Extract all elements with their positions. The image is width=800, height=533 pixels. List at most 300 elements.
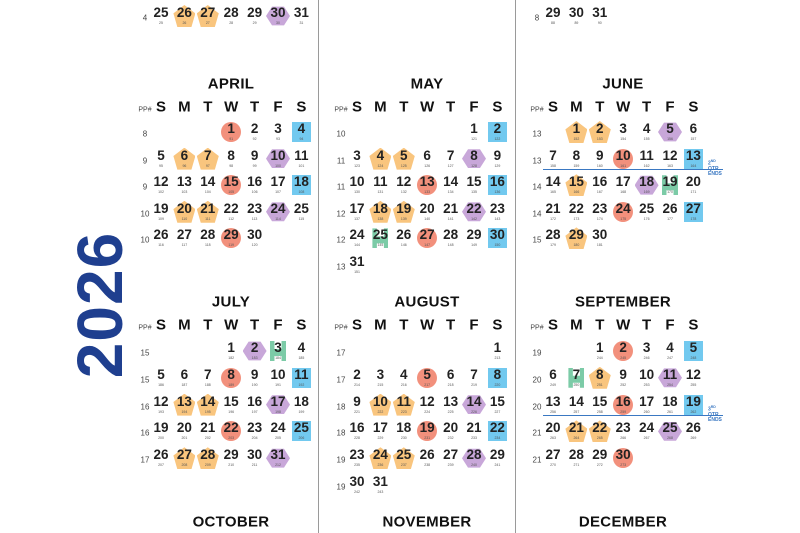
day-cell[interactable] <box>486 201 508 223</box>
day-cell[interactable] <box>346 148 368 170</box>
day-of-year: 271 <box>573 463 580 468</box>
quarter-end-text: 3RD <box>708 404 716 413</box>
day-of-year: 263 <box>550 436 556 441</box>
day-number: 14 <box>200 174 216 190</box>
day-cell[interactable] <box>463 420 485 442</box>
day-of-year: 132 <box>400 190 407 195</box>
weekday-header: M <box>570 316 583 334</box>
day-cell[interactable] <box>589 227 611 249</box>
day-number: 21 <box>568 420 584 436</box>
day-number: 25 <box>372 227 388 243</box>
weekday-header: T <box>595 316 605 334</box>
day-cell[interactable] <box>659 201 681 223</box>
day-cell[interactable] <box>416 227 438 249</box>
day-number: 1 <box>493 340 502 355</box>
day-cell[interactable] <box>197 447 219 469</box>
day-of-year: 96 <box>182 163 187 168</box>
day-number: 14 <box>466 393 482 409</box>
day-cell[interactable] <box>290 174 312 196</box>
day-cell[interactable] <box>173 174 195 196</box>
day-cell[interactable] <box>244 420 266 442</box>
day-cell[interactable] <box>589 174 611 196</box>
day-cell[interactable] <box>565 5 587 27</box>
day-cell[interactable] <box>173 367 195 389</box>
pay-period-number: 4 <box>142 13 148 23</box>
day-cell[interactable] <box>346 420 368 442</box>
day-cell[interactable] <box>220 420 242 442</box>
day-cell[interactable] <box>589 340 611 362</box>
day-cell[interactable] <box>636 148 658 170</box>
day-cell[interactable] <box>267 5 289 27</box>
day-cell[interactable] <box>636 121 658 143</box>
day-cell[interactable] <box>369 227 391 249</box>
day-cell[interactable] <box>244 148 266 170</box>
day-number: 22 <box>489 420 505 436</box>
day-cell[interactable] <box>486 420 508 442</box>
day-number: 6 <box>423 147 431 163</box>
day-cell[interactable] <box>197 5 219 27</box>
weekday-header: W <box>616 316 631 334</box>
weekday-header: S <box>296 98 307 116</box>
day-cell[interactable] <box>565 447 587 469</box>
day-cell[interactable] <box>290 340 312 362</box>
day-cell[interactable] <box>659 174 681 196</box>
day-of-year: 102 <box>158 190 164 195</box>
day-cell[interactable] <box>220 394 242 416</box>
day-cell[interactable] <box>542 174 564 196</box>
day-cell[interactable] <box>589 148 611 170</box>
day-cell[interactable] <box>346 174 368 196</box>
day-of-year: 189 <box>228 382 235 387</box>
day-of-year: 93 <box>276 137 280 141</box>
day-of-year: 235 <box>354 463 360 468</box>
day-cell[interactable] <box>440 367 462 389</box>
quarter-end-note <box>708 159 722 178</box>
day-cell[interactable] <box>369 474 391 496</box>
day-cell[interactable] <box>682 394 704 416</box>
day-cell[interactable] <box>150 367 172 389</box>
day-of-year: 269 <box>690 436 697 441</box>
day-cell[interactable] <box>173 227 195 249</box>
day-cell[interactable] <box>393 201 415 223</box>
day-cell[interactable] <box>197 148 219 170</box>
day-number: 17 <box>270 393 286 409</box>
day-cell[interactable] <box>197 174 219 196</box>
day-of-year: 206 <box>298 436 305 441</box>
pay-period-number: 18 <box>336 402 346 412</box>
day-cell[interactable] <box>542 227 564 249</box>
day-cell[interactable] <box>486 447 508 469</box>
day-cell[interactable] <box>244 5 266 27</box>
pay-period-number: 8 <box>142 129 148 139</box>
day-of-year: 142 <box>471 216 477 221</box>
weekday-header: S <box>547 316 559 334</box>
day-number: 30 <box>568 5 584 20</box>
day-number: 28 <box>568 447 584 463</box>
day-cell[interactable] <box>150 420 172 442</box>
day-cell[interactable] <box>542 394 564 416</box>
day-cell[interactable] <box>220 227 242 249</box>
day-cell[interactable] <box>565 420 587 442</box>
day-cell[interactable] <box>565 367 587 389</box>
day-of-year: 228 <box>354 436 360 441</box>
month-title: NOVEMBER <box>382 513 472 531</box>
day-cell[interactable] <box>197 367 219 389</box>
day-cell[interactable] <box>659 367 681 389</box>
day-cell[interactable] <box>659 121 681 143</box>
pp-header: PP# <box>334 106 348 114</box>
day-number: 23 <box>615 420 631 436</box>
day-of-year: 155 <box>643 137 650 141</box>
day-cell[interactable] <box>244 174 266 196</box>
day-of-year: 92 <box>252 137 257 141</box>
day-number: 5 <box>400 147 408 163</box>
day-number: 9 <box>250 366 259 382</box>
day-cell[interactable] <box>659 420 681 442</box>
day-cell[interactable] <box>636 394 658 416</box>
day-cell[interactable] <box>612 447 634 469</box>
day-cell[interactable] <box>589 420 611 442</box>
day-of-year: 183 <box>251 356 258 360</box>
day-cell[interactable] <box>440 174 462 196</box>
day-cell[interactable] <box>369 420 391 442</box>
day-number: 17 <box>270 174 286 190</box>
day-cell[interactable] <box>197 227 219 249</box>
day-number: 8 <box>470 147 478 163</box>
day-cell[interactable] <box>393 227 415 249</box>
day-cell[interactable] <box>393 447 415 469</box>
day-of-year: 234 <box>494 436 501 441</box>
day-number: 22 <box>223 420 239 436</box>
day-cell[interactable] <box>369 148 391 170</box>
weekday-header: S <box>688 316 699 334</box>
day-cell[interactable] <box>565 201 587 223</box>
day-cell[interactable] <box>463 394 485 416</box>
day-of-year: 244 <box>596 356 603 360</box>
day-cell[interactable] <box>369 174 391 196</box>
day-cell[interactable] <box>486 121 508 143</box>
day-number: 12 <box>153 393 169 409</box>
day-cell[interactable] <box>150 148 172 170</box>
day-cell[interactable] <box>682 174 704 196</box>
day-cell[interactable] <box>486 367 508 389</box>
day-cell[interactable] <box>589 121 611 143</box>
day-cell[interactable] <box>346 254 368 276</box>
day-cell[interactable] <box>416 367 438 389</box>
day-cell[interactable] <box>416 201 438 223</box>
day-cell[interactable] <box>542 5 564 27</box>
day-cell[interactable] <box>220 340 242 362</box>
day-of-year: 180 <box>573 243 580 248</box>
day-cell[interactable] <box>197 394 219 416</box>
day-cell[interactable] <box>173 420 195 442</box>
day-cell[interactable] <box>565 148 587 170</box>
day-cell[interactable] <box>589 447 611 469</box>
day-cell[interactable] <box>463 447 485 469</box>
day-cell[interactable] <box>220 447 242 469</box>
day-cell[interactable] <box>150 227 172 249</box>
day-cell[interactable] <box>440 420 462 442</box>
day-of-year: 232 <box>447 436 454 441</box>
day-cell[interactable] <box>393 420 415 442</box>
day-number: 15 <box>592 393 608 409</box>
day-cell[interactable] <box>220 148 242 170</box>
day-cell[interactable] <box>267 340 289 362</box>
day-of-year: 211 <box>251 463 258 468</box>
day-cell[interactable] <box>463 367 485 389</box>
day-cell[interactable] <box>290 394 312 416</box>
day-cell[interactable] <box>346 447 368 469</box>
day-cell[interactable] <box>267 420 289 442</box>
day-number: 3 <box>619 121 627 136</box>
day-cell[interactable] <box>173 394 195 416</box>
day-cell[interactable] <box>150 5 172 27</box>
day-cell[interactable] <box>267 148 289 170</box>
day-cell[interactable] <box>220 174 242 196</box>
day-cell[interactable] <box>346 201 368 223</box>
day-cell[interactable] <box>416 174 438 196</box>
day-cell[interactable] <box>542 447 564 469</box>
day-number: 21 <box>443 200 459 216</box>
day-of-year: 105 <box>228 190 235 195</box>
day-cell[interactable] <box>267 394 289 416</box>
day-cell[interactable] <box>542 148 564 170</box>
pay-period-number: 21 <box>532 455 542 465</box>
day-cell[interactable] <box>589 5 611 27</box>
day-cell[interactable] <box>589 201 611 223</box>
day-cell[interactable] <box>267 367 289 389</box>
day-cell[interactable] <box>267 174 289 196</box>
day-cell[interactable] <box>346 474 368 496</box>
day-cell[interactable] <box>393 174 415 196</box>
quarter-end-note <box>708 405 722 424</box>
day-of-year: 145 <box>377 243 384 248</box>
day-cell[interactable] <box>197 420 219 442</box>
day-cell[interactable] <box>463 227 485 249</box>
day-number: 20 <box>419 200 435 216</box>
day-cell[interactable] <box>542 367 564 389</box>
day-cell[interactable] <box>244 227 266 249</box>
day-cell[interactable] <box>486 227 508 249</box>
pay-period-number: 16 <box>140 402 150 412</box>
day-number: 23 <box>247 420 263 436</box>
day-of-year: 136 <box>494 190 501 195</box>
day-number: 11 <box>373 174 388 190</box>
day-number: 10 <box>639 366 655 382</box>
day-cell[interactable] <box>290 420 312 442</box>
weekday-header: F <box>665 98 675 116</box>
day-cell[interactable] <box>636 174 658 196</box>
day-cell[interactable] <box>440 394 462 416</box>
day-cell[interactable] <box>393 394 415 416</box>
day-of-year: 154 <box>620 137 627 141</box>
day-cell[interactable] <box>244 340 266 362</box>
day-cell[interactable] <box>150 201 172 223</box>
pay-period-number: 21 <box>532 428 542 438</box>
day-cell[interactable] <box>416 148 438 170</box>
day-of-year: 259 <box>620 409 627 414</box>
day-cell[interactable] <box>173 447 195 469</box>
day-number: 21 <box>545 200 561 216</box>
day-cell[interactable] <box>440 148 462 170</box>
day-of-year: 108 <box>298 190 305 195</box>
day-cell[interactable] <box>463 121 485 143</box>
day-cell[interactable] <box>565 227 587 249</box>
day-cell[interactable] <box>173 201 195 223</box>
day-cell[interactable] <box>244 447 266 469</box>
pay-period-number: 10 <box>140 235 150 245</box>
day-cell[interactable] <box>416 420 438 442</box>
weekday-header: T <box>399 316 409 334</box>
day-number: 26 <box>396 227 412 243</box>
day-cell[interactable] <box>290 367 312 389</box>
day-cell[interactable] <box>682 201 704 223</box>
day-of-year: 149 <box>471 243 477 248</box>
day-cell[interactable] <box>220 201 242 223</box>
day-cell[interactable] <box>220 5 242 27</box>
day-cell[interactable] <box>369 447 391 469</box>
weekday-header: T <box>203 316 213 334</box>
day-of-year: 95 <box>159 163 163 168</box>
day-cell[interactable] <box>267 121 289 143</box>
day-cell[interactable] <box>150 394 172 416</box>
day-cell[interactable] <box>612 340 634 362</box>
day-number: 6 <box>549 366 557 382</box>
day-cell[interactable] <box>486 174 508 196</box>
day-number: 8 <box>572 147 581 163</box>
day-cell[interactable] <box>173 148 195 170</box>
day-cell[interactable] <box>612 121 634 143</box>
pay-period-number: 18 <box>336 428 346 438</box>
day-cell[interactable] <box>682 367 704 389</box>
day-of-year: 201 <box>181 436 188 441</box>
day-cell[interactable] <box>220 367 242 389</box>
day-cell[interactable] <box>290 201 312 223</box>
weekday-header: M <box>570 98 583 116</box>
day-of-year: 107 <box>275 190 281 195</box>
day-cell[interactable] <box>486 148 508 170</box>
day-cell[interactable] <box>463 148 485 170</box>
day-cell[interactable] <box>682 340 704 362</box>
day-cell[interactable] <box>636 201 658 223</box>
day-number: 8 <box>227 366 235 382</box>
day-of-year: 230 <box>400 436 407 441</box>
pay-period-number: 10 <box>140 209 150 219</box>
day-of-year: 249 <box>550 382 556 387</box>
day-cell[interactable] <box>612 367 634 389</box>
day-cell[interactable] <box>612 148 634 170</box>
day-cell[interactable] <box>346 394 368 416</box>
day-number: 21 <box>200 200 216 216</box>
day-cell[interactable] <box>682 420 704 442</box>
day-cell[interactable] <box>440 201 462 223</box>
day-cell[interactable] <box>150 174 172 196</box>
day-cell[interactable] <box>346 367 368 389</box>
day-of-year: 177 <box>667 216 673 221</box>
day-cell[interactable] <box>542 420 564 442</box>
day-cell[interactable] <box>682 121 704 143</box>
day-cell[interactable] <box>369 394 391 416</box>
day-number: 24 <box>372 447 388 463</box>
day-cell[interactable] <box>636 340 658 362</box>
day-cell[interactable] <box>416 394 438 416</box>
day-cell[interactable] <box>393 148 415 170</box>
weekday-header: W <box>420 316 435 334</box>
day-of-year: 268 <box>667 436 673 441</box>
day-number: 30 <box>349 474 365 489</box>
day-cell[interactable] <box>612 420 634 442</box>
day-cell[interactable] <box>369 201 391 223</box>
day-number: 2 <box>353 366 361 382</box>
day-cell[interactable] <box>290 148 312 170</box>
weekday-header: T <box>446 316 456 334</box>
day-cell[interactable] <box>659 340 681 362</box>
day-cell[interactable] <box>636 367 658 389</box>
day-cell[interactable] <box>244 121 266 143</box>
day-of-year: 195 <box>204 409 211 414</box>
day-cell[interactable] <box>486 340 508 362</box>
day-cell[interactable] <box>682 148 704 170</box>
day-number: 9 <box>596 147 604 163</box>
day-number: 17 <box>372 420 388 436</box>
day-cell[interactable] <box>589 394 611 416</box>
day-cell[interactable] <box>267 447 289 469</box>
day-of-year: 133 <box>424 190 431 195</box>
day-cell[interactable] <box>150 447 172 469</box>
day-cell[interactable] <box>393 367 415 389</box>
day-cell[interactable] <box>197 201 219 223</box>
day-cell[interactable] <box>290 121 312 143</box>
day-cell[interactable] <box>290 5 312 27</box>
day-cell[interactable] <box>659 394 681 416</box>
day-cell[interactable] <box>463 201 485 223</box>
day-cell[interactable] <box>486 394 508 416</box>
day-cell[interactable] <box>173 5 195 27</box>
day-of-year: 91 <box>229 137 234 141</box>
day-of-year: 182 <box>228 356 235 360</box>
day-cell[interactable] <box>612 394 634 416</box>
day-number: 29 <box>223 447 239 463</box>
pp-header: PP# <box>138 106 152 114</box>
pay-period-number: 19 <box>336 482 346 492</box>
day-cell[interactable] <box>440 227 462 249</box>
day-cell[interactable] <box>542 201 564 223</box>
day-cell[interactable] <box>565 394 587 416</box>
day-cell[interactable] <box>612 174 634 196</box>
day-number: 24 <box>615 200 631 216</box>
day-cell[interactable] <box>244 394 266 416</box>
day-cell[interactable] <box>589 367 611 389</box>
day-number: 9 <box>353 393 361 409</box>
pay-period-number: 15 <box>140 348 150 358</box>
day-cell[interactable] <box>369 367 391 389</box>
day-cell[interactable] <box>440 447 462 469</box>
day-cell[interactable] <box>220 121 242 143</box>
day-cell[interactable] <box>416 447 438 469</box>
day-cell[interactable] <box>346 227 368 249</box>
day-cell[interactable] <box>565 121 587 143</box>
day-cell[interactable] <box>659 148 681 170</box>
day-cell[interactable] <box>463 174 485 196</box>
day-cell[interactable] <box>244 201 266 223</box>
day-number: 15 <box>568 174 584 190</box>
day-cell[interactable] <box>565 174 587 196</box>
day-cell[interactable] <box>612 201 634 223</box>
day-cell[interactable] <box>244 367 266 389</box>
day-cell[interactable] <box>267 201 289 223</box>
day-cell[interactable] <box>636 420 658 442</box>
day-number: 8 <box>493 366 502 382</box>
